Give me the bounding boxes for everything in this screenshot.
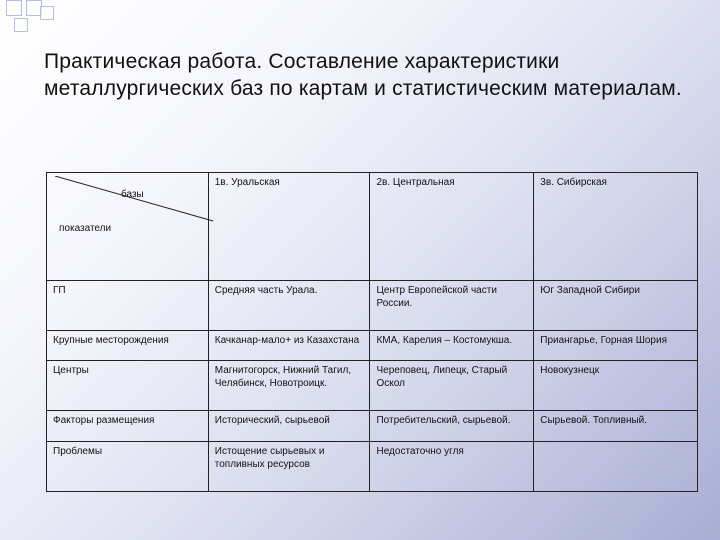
row-header: Крупные месторождения	[47, 330, 209, 360]
row-header: Факторы размещения	[47, 411, 209, 441]
table-row	[47, 441, 698, 491]
table-cell: Магнитогорск, Нижний Тагил, Челябинск, Новотроицк.	[208, 361, 370, 411]
table-cell: Череповец, Липецк, Старый Оскол	[370, 361, 534, 411]
table-row	[47, 361, 698, 411]
page-title: Практическая работа. Составление характеристики металлургических баз по картам и статистическим материалам.	[44, 50, 682, 100]
row-header: ГП	[47, 280, 209, 330]
row-header: Проблемы	[47, 441, 209, 491]
corner-label-indicators: показатели	[59, 223, 112, 234]
table-cell: Недостаточно угля	[370, 441, 534, 491]
corner-cell	[47, 173, 209, 281]
table-cell: Сырьевой. Топливный.	[534, 411, 698, 441]
table-cell: Качканар-мало+ из Казахстана	[208, 330, 370, 360]
column-header-siberian: 3в. Сибирская	[534, 173, 698, 281]
table-row	[47, 280, 698, 330]
table-cell: Потребительский, сырьевой.	[370, 411, 534, 441]
column-header-ural: 1в. Уральская	[208, 173, 370, 281]
table-cell	[534, 441, 698, 491]
bases-table	[46, 172, 698, 492]
table-cell: Приангарье, Горная Шория	[534, 330, 698, 360]
table-cell: Юг Западной Сибири	[534, 280, 698, 330]
table-cell: КМА, Карелия – Костомукша.	[370, 330, 534, 360]
row-header: Центры	[47, 361, 209, 411]
corner-label-bases: базы	[121, 189, 144, 200]
table-cell: Истощение сырьевых и топливных ресурсов	[208, 441, 370, 491]
table-cell: Новокузнецк	[534, 361, 698, 411]
column-header-central: 2в. Центральная	[370, 173, 534, 281]
table-row	[47, 411, 698, 441]
table-cell: Средняя часть Урала.	[208, 280, 370, 330]
table-cell: Центр Европейской части России.	[370, 280, 534, 330]
header-row	[47, 173, 698, 281]
table-cell: Исторический, сырьевой	[208, 411, 370, 441]
corner-decoration	[0, 0, 60, 40]
table-row	[47, 330, 698, 360]
